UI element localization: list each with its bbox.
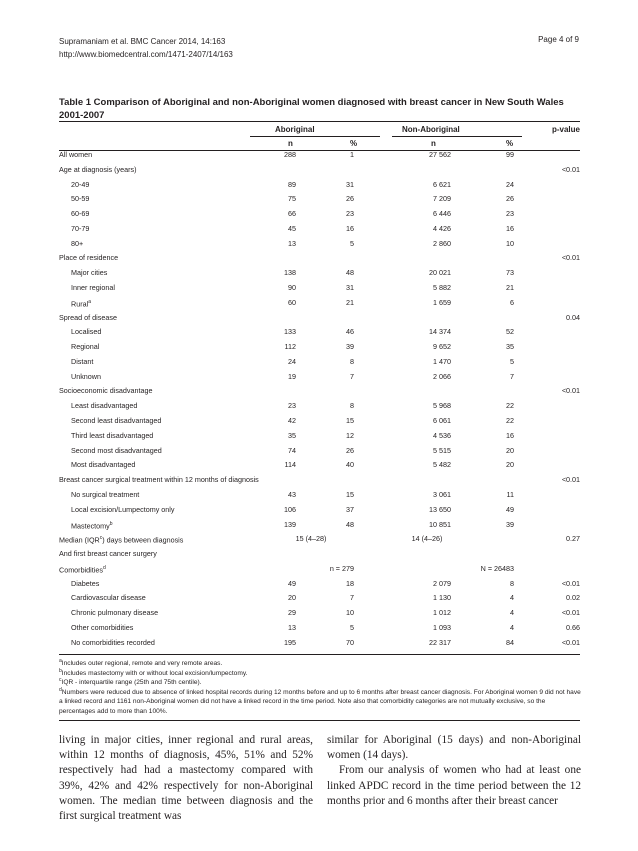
row-label-text: Second least disadvantaged — [71, 416, 162, 426]
table-row — [59, 222, 580, 235]
non-aboriginal-pct-cell: 20 — [506, 460, 514, 470]
non-aboriginal-n-cell: 9 652 — [433, 342, 451, 352]
body-paragraph: From our analysis of women who had at least one linked APDC record in the time period between the 12 months prior and 6 months after their breast cancer — [327, 764, 581, 807]
aboriginal-n-cell: 29 — [288, 608, 296, 618]
row-label-text: Regional — [71, 342, 100, 352]
non-aboriginal-pct-header: % — [506, 139, 514, 148]
aboriginal-n-cell: 13 — [288, 622, 296, 632]
non-aboriginal-pct-cell: 5 — [510, 356, 514, 366]
table-row — [59, 163, 580, 176]
body-paragraph: living in major cities, inner regional and rural areas, within 12 months of diagnosis, 45%, 51% and 52% respectively had had a mastectomy compared with 39%, 42% and 42% respectively for non-Aboriginal women. The median time between diagnosis and the first surgical treatment was — [59, 734, 313, 823]
non-aboriginal-n-cell: 20 021 — [429, 268, 451, 278]
table-row — [59, 192, 580, 205]
row-label-text: Socioeconomic disadvantage — [59, 386, 153, 396]
table-row — [59, 518, 580, 531]
non-aboriginal-n-header: n — [431, 139, 436, 148]
aboriginal-pct-cell: 26 — [346, 445, 354, 455]
aboriginal-n-cell: 74 — [288, 445, 296, 455]
aboriginal-n-cell: 133 — [284, 327, 296, 337]
non-aboriginal-pct-cell: 4 — [510, 622, 514, 632]
aboriginal-n-cell: 90 — [288, 283, 296, 293]
aboriginal-pct-cell: 37 — [346, 504, 354, 514]
pvalue-header: p-value — [551, 125, 580, 134]
non-aboriginal-pct-cell: 6 — [510, 297, 514, 307]
row-label-text: Other comorbidities — [71, 622, 134, 632]
row-label-text: Distant — [71, 356, 94, 366]
row-label — [59, 384, 153, 397]
aboriginal-pct-cell: 5 — [350, 238, 354, 248]
aboriginal-n-cell: 75 — [288, 194, 296, 204]
aboriginal-n-cell: 106 — [284, 504, 296, 514]
body-column-left — [59, 733, 313, 824]
table-row — [59, 429, 580, 442]
row-label-text: Least disadvantaged — [71, 401, 138, 411]
row-label-text: 60-69 — [71, 209, 90, 219]
aboriginal-group-rule — [250, 136, 380, 137]
table-row — [59, 562, 580, 575]
aboriginal-pct-cell: 46 — [346, 327, 354, 337]
row-label — [59, 311, 117, 324]
aboriginal-pct-cell: 70 — [346, 637, 354, 647]
aboriginal-n-cell: 45 — [288, 223, 296, 233]
row-label — [71, 281, 115, 294]
table-row — [59, 444, 580, 457]
non-aboriginal-n-cell: 1 012 — [433, 608, 451, 618]
aboriginal-n-cell: 42 — [288, 416, 296, 426]
row-label — [71, 399, 137, 412]
table-row — [59, 251, 580, 264]
aboriginal-pct-cell: 7 — [350, 371, 354, 381]
row-label-text: Second most disadvantaged — [71, 445, 162, 455]
table-bottom-rule — [59, 654, 580, 655]
footnote — [59, 686, 581, 717]
non-aboriginal-pct-cell: 49 — [506, 504, 514, 514]
row-label — [71, 488, 139, 501]
table-row — [59, 458, 580, 471]
table-row — [59, 488, 580, 501]
row-label — [71, 207, 89, 220]
aboriginal-n-cell: 13 — [288, 238, 296, 248]
aboriginal-pct-cell: n = 279 — [329, 563, 354, 573]
row-label-text: Most disadvantaged — [71, 460, 136, 470]
non-aboriginal-pct-cell: 24 — [506, 179, 514, 189]
aboriginal-pct-cell: 10 — [346, 608, 354, 618]
row-label-text: Spread of disease — [59, 312, 117, 322]
non-aboriginal-n-cell: 1 659 — [433, 297, 451, 307]
table-row — [59, 355, 580, 368]
aboriginal-pct-cell: 18 — [346, 578, 354, 588]
aboriginal-pct-cell: 1 — [350, 150, 354, 159]
non-aboriginal-n-cell: 2 860 — [433, 238, 451, 248]
non-aboriginal-pct-cell: N = 26483 — [480, 563, 514, 573]
non-aboriginal-pct-cell: 26 — [506, 194, 514, 204]
aboriginal-pct-cell: 8 — [350, 401, 354, 411]
non-aboriginal-pct-cell: 35 — [506, 342, 514, 352]
aboriginal-n-cell: 23 — [288, 401, 296, 411]
row-label-text: Local excision/Lumpectomy only — [71, 504, 175, 514]
aboriginal-n-cell: 24 — [288, 356, 296, 366]
row-label-text: Diabetes — [71, 578, 100, 588]
non-aboriginal-pct-cell: 7 — [510, 371, 514, 381]
table-row — [59, 237, 580, 250]
non-aboriginal-n-cell: 5 968 — [433, 401, 451, 411]
row-label — [59, 562, 106, 576]
footnote-marker: b — [59, 667, 62, 674]
aboriginal-n-cell: 114 — [284, 460, 296, 470]
row-label-text: Cardiovascular disease — [71, 593, 146, 603]
non-aboriginal-pct-cell: 4 — [510, 593, 514, 603]
pvalue-cell: 0.02 — [566, 593, 580, 603]
aboriginal-median-cell: 15 (4–28) — [295, 534, 327, 544]
aboriginal-pct-cell: 15 — [346, 416, 354, 426]
row-label-text: Chronic pulmonary disease — [71, 608, 159, 618]
row-label — [71, 444, 162, 457]
table-row — [59, 606, 580, 619]
non-aboriginal-pct-cell: 16 — [506, 223, 514, 233]
non-aboriginal-pct-cell: 73 — [506, 268, 514, 278]
pvalue-cell: <0.01 — [561, 386, 580, 396]
non-aboriginal-pct-cell: 22 — [506, 416, 514, 426]
non-aboriginal-pct-cell: 23 — [506, 209, 514, 219]
aboriginal-pct-cell: 31 — [346, 283, 354, 293]
aboriginal-n-cell: 43 — [288, 489, 296, 499]
table-row — [59, 370, 580, 383]
pvalue-cell: 0.66 — [566, 622, 580, 632]
row-label — [59, 547, 157, 560]
pvalue-cell: 0.04 — [566, 312, 580, 322]
table-row — [59, 311, 580, 324]
aboriginal-n-cell: 89 — [288, 179, 296, 189]
row-label-text: Median (IQR — [59, 535, 100, 545]
non-aboriginal-n-cell: 6 446 — [433, 209, 451, 219]
footnote-marker: b — [109, 520, 113, 527]
row-label-text: Comorbidities — [59, 565, 103, 575]
row-label — [71, 266, 107, 279]
table-row — [59, 503, 580, 516]
row-label — [71, 222, 89, 235]
non-aboriginal-n-cell: 6 061 — [433, 416, 451, 426]
non-aboriginal-n-cell: 5 515 — [433, 445, 451, 455]
row-label — [71, 178, 89, 191]
row-label — [71, 621, 133, 634]
table-top-rule — [59, 121, 580, 122]
page-number: Page 4 of 9 — [538, 35, 579, 44]
pvalue-cell: <0.01 — [561, 637, 580, 647]
aboriginal-n-cell: 35 — [288, 430, 296, 440]
aboriginal-pct-cell: 26 — [346, 194, 354, 204]
footnote-marker: c — [99, 535, 103, 542]
table-row — [59, 547, 580, 560]
aboriginal-pct-cell: 23 — [346, 209, 354, 219]
row-label — [71, 577, 99, 590]
row-label — [59, 251, 118, 264]
non-aboriginal-pct-cell: 8 — [510, 578, 514, 588]
non-aboriginal-pct-cell: 4 — [510, 608, 514, 618]
table-row — [59, 414, 580, 427]
row-label — [71, 458, 135, 471]
row-label-text: 20-49 — [71, 179, 90, 189]
non-aboriginal-pct-cell: 99 — [506, 150, 514, 159]
row-label-text: Unknown — [71, 371, 101, 381]
footnote-text: IQR - interquartile range (25th and 75th centile). — [61, 679, 202, 687]
non-aboriginal-pct-cell: 22 — [506, 401, 514, 411]
row-label-text: 70-79 — [71, 223, 90, 233]
pvalue-cell: <0.01 — [561, 164, 580, 174]
row-label — [71, 340, 99, 353]
row-label-text: Localised — [71, 327, 102, 337]
row-label-text: Place of residence — [59, 253, 119, 263]
non-aboriginal-n-cell: 27 562 — [429, 150, 451, 159]
aboriginal-pct-cell: 16 — [346, 223, 354, 233]
pvalue-cell: <0.01 — [561, 253, 580, 263]
non-aboriginal-group-rule — [392, 136, 522, 137]
non-aboriginal-n-cell: 1 130 — [433, 593, 451, 603]
non-aboriginal-n-cell: 7 209 — [433, 194, 451, 204]
row-label-text: All women — [59, 150, 93, 159]
footnote-text: Numbers were reduced due to absence of linked hospital records during 12 months before and up to 6 months after breast cancer diagnosis. For Aboriginal women 9 did not have a linked record and 1161 non-Aboriginal women did not have a linked record in the time period. Note also that comorbidity categories are not mutually exclusive, so the percentages add to more than 100%. — [59, 688, 581, 715]
non-aboriginal-n-cell: 4 536 — [433, 430, 451, 440]
row-label — [59, 148, 92, 161]
non-aboriginal-n-cell: 2 079 — [433, 578, 451, 588]
non-aboriginal-pct-cell: 84 — [506, 637, 514, 647]
aboriginal-pct-cell: 12 — [346, 430, 354, 440]
aboriginal-pct-cell: 39 — [346, 342, 354, 352]
aboriginal-pct-cell: 21 — [346, 297, 354, 307]
row-label — [71, 518, 113, 532]
footnote-text: Includes outer regional, remote and very remote areas. — [61, 660, 223, 668]
non-aboriginal-n-cell: 6 621 — [433, 179, 451, 189]
table-row — [59, 636, 580, 649]
row-label — [71, 325, 101, 338]
non-aboriginal-pct-cell: 39 — [506, 519, 514, 529]
table-row — [59, 266, 580, 279]
row-label — [59, 163, 137, 176]
table-title: Table 1 Comparison of Aboriginal and non-Aboriginal women diagnosed with breast cancer in New South Wales 2001-2007 — [59, 97, 564, 121]
row-label — [71, 414, 161, 427]
aboriginal-pct-cell: 5 — [350, 622, 354, 632]
footnote-marker: d — [102, 564, 106, 571]
row-label-text: Third least disadvantaged — [71, 430, 154, 440]
row-label-text: Breast cancer surgical treatment within 12 months of diagnosis — [59, 475, 259, 485]
aboriginal-pct-cell: 8 — [350, 356, 354, 366]
table-row — [59, 384, 580, 397]
non-aboriginal-n-cell: 1 470 — [433, 356, 451, 366]
group-header-aboriginal: Aboriginal — [275, 125, 315, 134]
pvalue-cell: <0.01 — [561, 608, 580, 618]
row-label — [71, 370, 101, 383]
row-label — [59, 532, 183, 546]
table-row — [59, 473, 580, 486]
aboriginal-pct-cell: 15 — [346, 489, 354, 499]
non-aboriginal-n-cell: 5 882 — [433, 283, 451, 293]
aboriginal-pct-cell: 31 — [346, 179, 354, 189]
row-label — [71, 503, 174, 516]
non-aboriginal-pct-cell: 21 — [506, 283, 514, 293]
aboriginal-n-cell: 60 — [288, 297, 296, 307]
non-aboriginal-n-cell: 22 317 — [429, 637, 451, 647]
aboriginal-pct-cell: 48 — [346, 268, 354, 278]
table-row — [59, 296, 580, 309]
table-row — [59, 577, 580, 590]
non-aboriginal-n-cell: 13 650 — [429, 504, 451, 514]
non-aboriginal-pct-cell: 20 — [506, 445, 514, 455]
pvalue-cell: <0.01 — [561, 578, 580, 588]
row-label-text: And first breast cancer surgery — [59, 549, 157, 559]
aboriginal-n-cell: 20 — [288, 593, 296, 603]
citation-line: Supramaniam et al. BMC Cancer 2014, 14:163 — [59, 37, 226, 46]
footnote-bottom-rule — [59, 720, 580, 721]
footnote-marker: a — [59, 658, 62, 664]
aboriginal-pct-cell: 48 — [346, 519, 354, 529]
row-label-text: Major cities — [71, 268, 108, 278]
aboriginal-n-cell: 288 — [284, 150, 296, 159]
footnote-text: Includes mastectomy with or without local excision/lumpectomy. — [61, 669, 248, 677]
aboriginal-n-cell: 66 — [288, 209, 296, 219]
aboriginal-n-cell: 138 — [284, 268, 296, 278]
row-label — [71, 355, 93, 368]
row-label-text: 80+ — [71, 238, 84, 248]
row-label-text: No surgical treatment — [71, 489, 140, 499]
table-row — [59, 340, 580, 353]
row-label-text: 50-59 — [71, 194, 90, 204]
row-label — [71, 192, 89, 205]
table-row — [59, 325, 580, 338]
non-aboriginal-n-cell: 5 482 — [433, 460, 451, 470]
table-row — [59, 148, 580, 161]
body-paragraph: similar for Aboriginal (15 days) and non-Aboriginal women (14 days). — [327, 734, 581, 762]
table-row — [59, 532, 580, 545]
non-aboriginal-n-cell: 3 061 — [433, 489, 451, 499]
row-label-text: Rural — [71, 299, 89, 309]
non-aboriginal-pct-cell: 11 — [506, 489, 514, 499]
row-label — [71, 296, 91, 310]
non-aboriginal-n-cell: 14 374 — [429, 327, 451, 337]
body-column-right — [327, 733, 581, 809]
non-aboriginal-n-cell: 2 066 — [433, 371, 451, 381]
non-aboriginal-n-cell: 10 851 — [429, 519, 451, 529]
table-row — [59, 281, 580, 294]
row-label-text: No comorbidities recorded — [71, 637, 155, 647]
row-label-text: Inner regional — [71, 283, 115, 293]
table-row — [59, 621, 580, 634]
aboriginal-n-header: n — [288, 139, 293, 148]
aboriginal-n-cell: 139 — [284, 519, 296, 529]
row-label — [71, 606, 158, 619]
aboriginal-n-cell: 49 — [288, 578, 296, 588]
row-label — [71, 237, 83, 250]
article-url[interactable]: http://www.biomedcentral.com/1471-2407/14/163 — [59, 50, 233, 59]
row-label — [71, 429, 153, 442]
footnote-marker: d — [59, 686, 62, 693]
footnote-marker: c — [59, 677, 62, 683]
aboriginal-n-cell: 195 — [284, 637, 296, 647]
aboriginal-pct-cell: 7 — [350, 593, 354, 603]
table-row — [59, 207, 580, 220]
non-aboriginal-pct-cell: 16 — [506, 430, 514, 440]
row-label-text: ) days between diagnosis — [102, 535, 184, 545]
row-label-text: Age at diagnosis (years) — [59, 164, 137, 174]
aboriginal-pct-cell: 40 — [346, 460, 354, 470]
aboriginal-n-cell: 19 — [288, 371, 296, 381]
aboriginal-pct-header: % — [350, 139, 358, 148]
non-aboriginal-n-cell: 1 093 — [433, 622, 451, 632]
non-aboriginal-n-cell: 4 426 — [433, 223, 451, 233]
aboriginal-n-cell: 112 — [284, 342, 296, 352]
row-label-text: Mastectomy — [71, 520, 110, 530]
table-row — [59, 178, 580, 191]
non-aboriginal-pct-cell: 10 — [506, 238, 514, 248]
non-aboriginal-pct-cell: 52 — [506, 327, 514, 337]
table-row — [59, 399, 580, 412]
pvalue-cell: 0.27 — [566, 534, 580, 544]
table-row — [59, 591, 580, 604]
row-label — [71, 636, 155, 649]
non-aboriginal-median-cell: 14 (4–26) — [411, 534, 443, 544]
row-label — [59, 473, 259, 486]
row-label — [71, 591, 146, 604]
footnote-marker: a — [88, 298, 91, 305]
group-header-non-aboriginal: Non-Aboriginal — [402, 125, 460, 134]
pvalue-cell: <0.01 — [561, 475, 580, 485]
